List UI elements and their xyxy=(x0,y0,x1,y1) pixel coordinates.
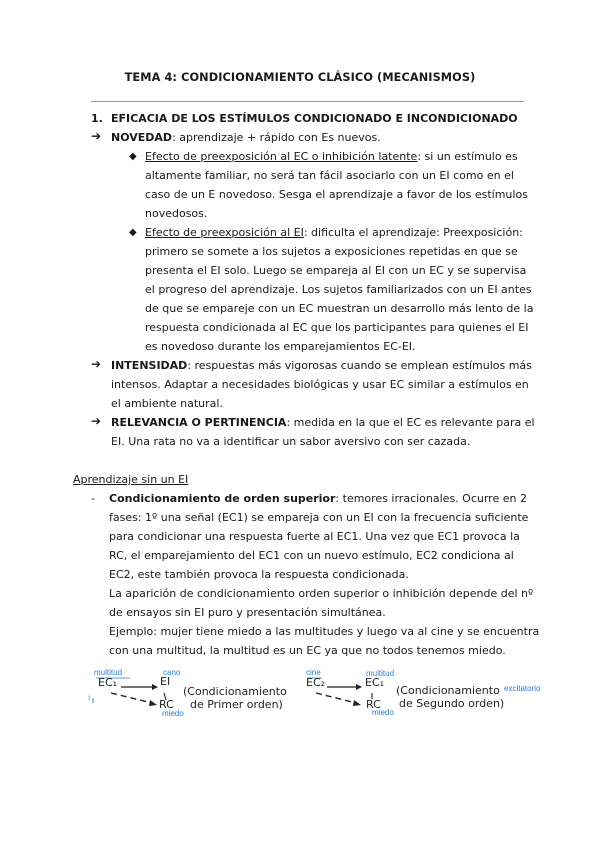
caption-first-order-2: de Primer orden) xyxy=(190,698,283,711)
label-ei: EI xyxy=(160,675,171,688)
label-excitatorio: excitatorio xyxy=(504,684,541,693)
text-line: de que se empareje con un EC muestran un desarrollo más lento de la xyxy=(145,302,534,315)
novedad-text: : aprendizaje + rápido con Es nuevos. xyxy=(172,131,381,144)
orden-superior-label: Condicionamiento de orden superior xyxy=(109,492,336,505)
section-heading: EFICACIA DE LOS ESTÍMULOS CONDICIONADO E INCONDICIONADO xyxy=(111,112,518,125)
label-multitud: multitud xyxy=(366,669,395,678)
relevancia-line-1: RELEVANCIA O PERTINENCIA: medida en la que el EC es relevante para el xyxy=(111,416,535,429)
text-line: EI. Una rata no va a identificar un sabor aversivo con ser cazada. xyxy=(111,435,471,448)
arrow-head xyxy=(149,700,157,706)
label-blue-mark: ı xyxy=(88,693,91,702)
label-cine: cine xyxy=(306,668,321,677)
text-line: EC2, este también provoca la respuesta condicionada. xyxy=(109,568,409,581)
label-ec1: EC₁ xyxy=(98,676,118,689)
label-cano: cano xyxy=(163,668,181,677)
text-line: intensos. Adaptar a necesidades biológicas y usar EC similar a estímulos en xyxy=(111,378,529,391)
arrow-head xyxy=(353,700,361,706)
label-rc: RC xyxy=(366,698,381,711)
novedad-label: NOVEDAD xyxy=(111,131,173,144)
dashed-arrow xyxy=(111,693,152,703)
arrow-bullet-icon: ➔ xyxy=(91,357,102,371)
text-line: para condicionar una respuesta fuerte al EC1. Una vez que EC1 provoca la xyxy=(109,530,520,543)
dash-bullet: - xyxy=(91,492,95,505)
preexposicion-ei-line-1: Efecto de preexposición al EI: dificulta el aprendizaje: Preexposición: xyxy=(145,226,523,239)
text-line: primero se somete a los sujetos a exposiciones repetidas en que se xyxy=(145,245,518,258)
text-line: con una multitud, la multitud es un EC ya que no todos tenemos miedo. xyxy=(109,644,506,657)
diamond-bullet-icon: ◆ xyxy=(129,227,137,238)
caption-first-order-1: (Condicionamiento xyxy=(183,685,287,698)
text-line: es novedoso durante los emparejamientos EC-EI. xyxy=(145,340,416,353)
text-line: Ejemplo: mujer tiene miedo a las multitudes y luego va al cine y se encuentra xyxy=(109,625,540,638)
text-line: RC, el emparejamiento del EC1 con un nuevo estímulo, EC2 condiciona al xyxy=(109,549,514,562)
text-line: el ambiente natural. xyxy=(111,397,223,410)
text-line: novedosos. xyxy=(145,207,208,220)
text-line: La aparición de condicionamiento orden superior o inhibición depende del nº xyxy=(109,587,534,600)
arrow-head xyxy=(356,684,362,690)
dashed-arrow xyxy=(316,693,356,703)
preexposicion-ec-line-1: Efecto de preexposición al EC o inhibición latente: si un estímulo es xyxy=(145,150,518,163)
page-title: TEMA 4: CONDICIONAMIENTO CLÁSICO (MECANISMOS) xyxy=(124,71,476,84)
intensidad-label: INTENSIDAD xyxy=(111,359,188,372)
arrow-bullet-icon: ➔ xyxy=(91,129,102,143)
diamond-bullet-icon: ◆ xyxy=(129,151,137,162)
label-rc: RC xyxy=(159,698,174,711)
text-line: fases: 1º una señal (EC1) se empareja con un EI con la frecuencia suficiente xyxy=(109,511,529,524)
caption-second-order-1: (Condicionamiento xyxy=(396,684,500,697)
intensidad-line-1: INTENSIDAD: respuestas más vigorosas cuando se emplean estímulos más xyxy=(111,359,532,372)
label-ec1: EC₁ xyxy=(365,676,385,689)
text-line: altamente familiar, no será tan fácil asociarlo con un EI como en el xyxy=(145,169,514,182)
label-multitud: multitud xyxy=(94,668,123,677)
label-ec2: EC₂ xyxy=(306,676,326,689)
label-miedo: miedo xyxy=(162,709,184,718)
arrow-head xyxy=(152,684,158,690)
relevancia-label: RELEVANCIA O PERTINENCIA xyxy=(111,416,287,429)
text-line: de ensayos sin EI puro y presentación simultánea. xyxy=(109,606,386,619)
caption-second-order-2: de Segundo orden) xyxy=(399,697,505,710)
preexposicion-ei-title: Efecto de preexposición al EI xyxy=(145,226,304,239)
text-line: el progreso del aprendizaje. Los sujetos familiarizados con un EI antes xyxy=(145,283,532,296)
arrow-bullet-icon: ➔ xyxy=(91,414,102,428)
text-line: presenta el EI solo. Luego se empareja al EI con un EC y se supervisa xyxy=(145,264,527,277)
section2-heading: Aprendizaje sin un EI xyxy=(73,473,189,486)
orden-superior-line-1: Condicionamiento de orden superior: temores irracionales. Ocurre en 2 xyxy=(109,492,527,505)
label-miedo: miedo xyxy=(372,708,394,717)
text-line: caso de un E novedoso. Sesga el aprendizaje a favor de los estímulos xyxy=(145,188,528,201)
text-line: respuesta condicionada al EC que los participantes para quienes el EI xyxy=(145,321,529,334)
section-number: 1. xyxy=(91,112,103,125)
preexposicion-ec-title: Efecto de preexposición al EC o inhibición latente xyxy=(145,150,418,163)
